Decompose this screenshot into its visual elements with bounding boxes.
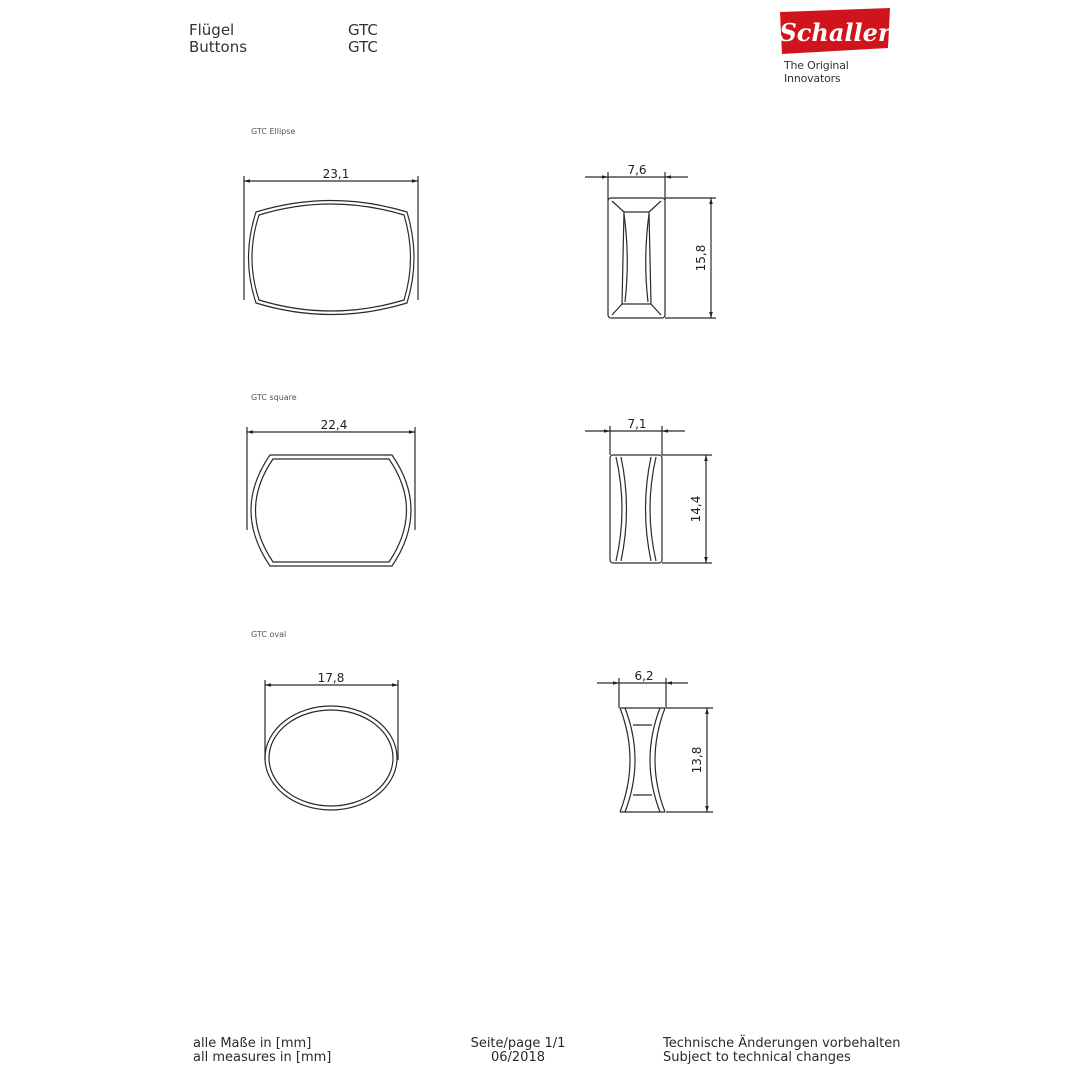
notice-en: Subject to technical changes	[663, 1050, 851, 1065]
dim-oval-side-height: 13,8	[690, 746, 704, 774]
part-label-oval: GTC oval	[251, 630, 287, 639]
units-de: alle Maße in [mm]	[193, 1036, 312, 1051]
footer-page	[448, 1037, 588, 1065]
part-label-square: GTC square	[251, 393, 297, 402]
dim-square-side-width: 7,1	[627, 417, 647, 431]
dim-square-width: 22,4	[320, 418, 348, 432]
oval-side-view	[597, 678, 713, 812]
notice-de: Technische Änderungen vorbehalten	[663, 1036, 901, 1051]
part-label-ellipse: GTC Ellipse	[251, 127, 296, 136]
model-en: GTC	[348, 38, 378, 56]
square-front-view	[247, 427, 415, 566]
logo-tagline: The Original Innovators	[784, 59, 849, 85]
title-en: Buttons	[189, 38, 248, 56]
page-number: Seite/page 1/1	[470, 1036, 566, 1051]
footer-units	[193, 1037, 331, 1065]
footer-notice	[663, 1037, 900, 1065]
logo-brand-text: Schaller	[779, 18, 891, 47]
dim-ellipse-width: 23,1	[322, 167, 350, 181]
page-date: 06/2018	[490, 1050, 545, 1065]
dim-ellipse-side-width: 7,6	[627, 163, 647, 177]
dim-square-side-height: 14,4	[689, 495, 703, 523]
ellipse-front-view	[244, 176, 418, 315]
title-de: Flügel	[189, 21, 235, 39]
units-en: all measures in [mm]	[193, 1050, 332, 1065]
model-de: GTC	[348, 21, 378, 39]
square-side-view	[585, 426, 712, 563]
oval-front-view	[265, 680, 398, 810]
dim-oval-width: 17,8	[317, 671, 345, 685]
dim-ellipse-side-height: 15,8	[694, 244, 708, 272]
dim-oval-side-width: 6,2	[634, 669, 654, 683]
